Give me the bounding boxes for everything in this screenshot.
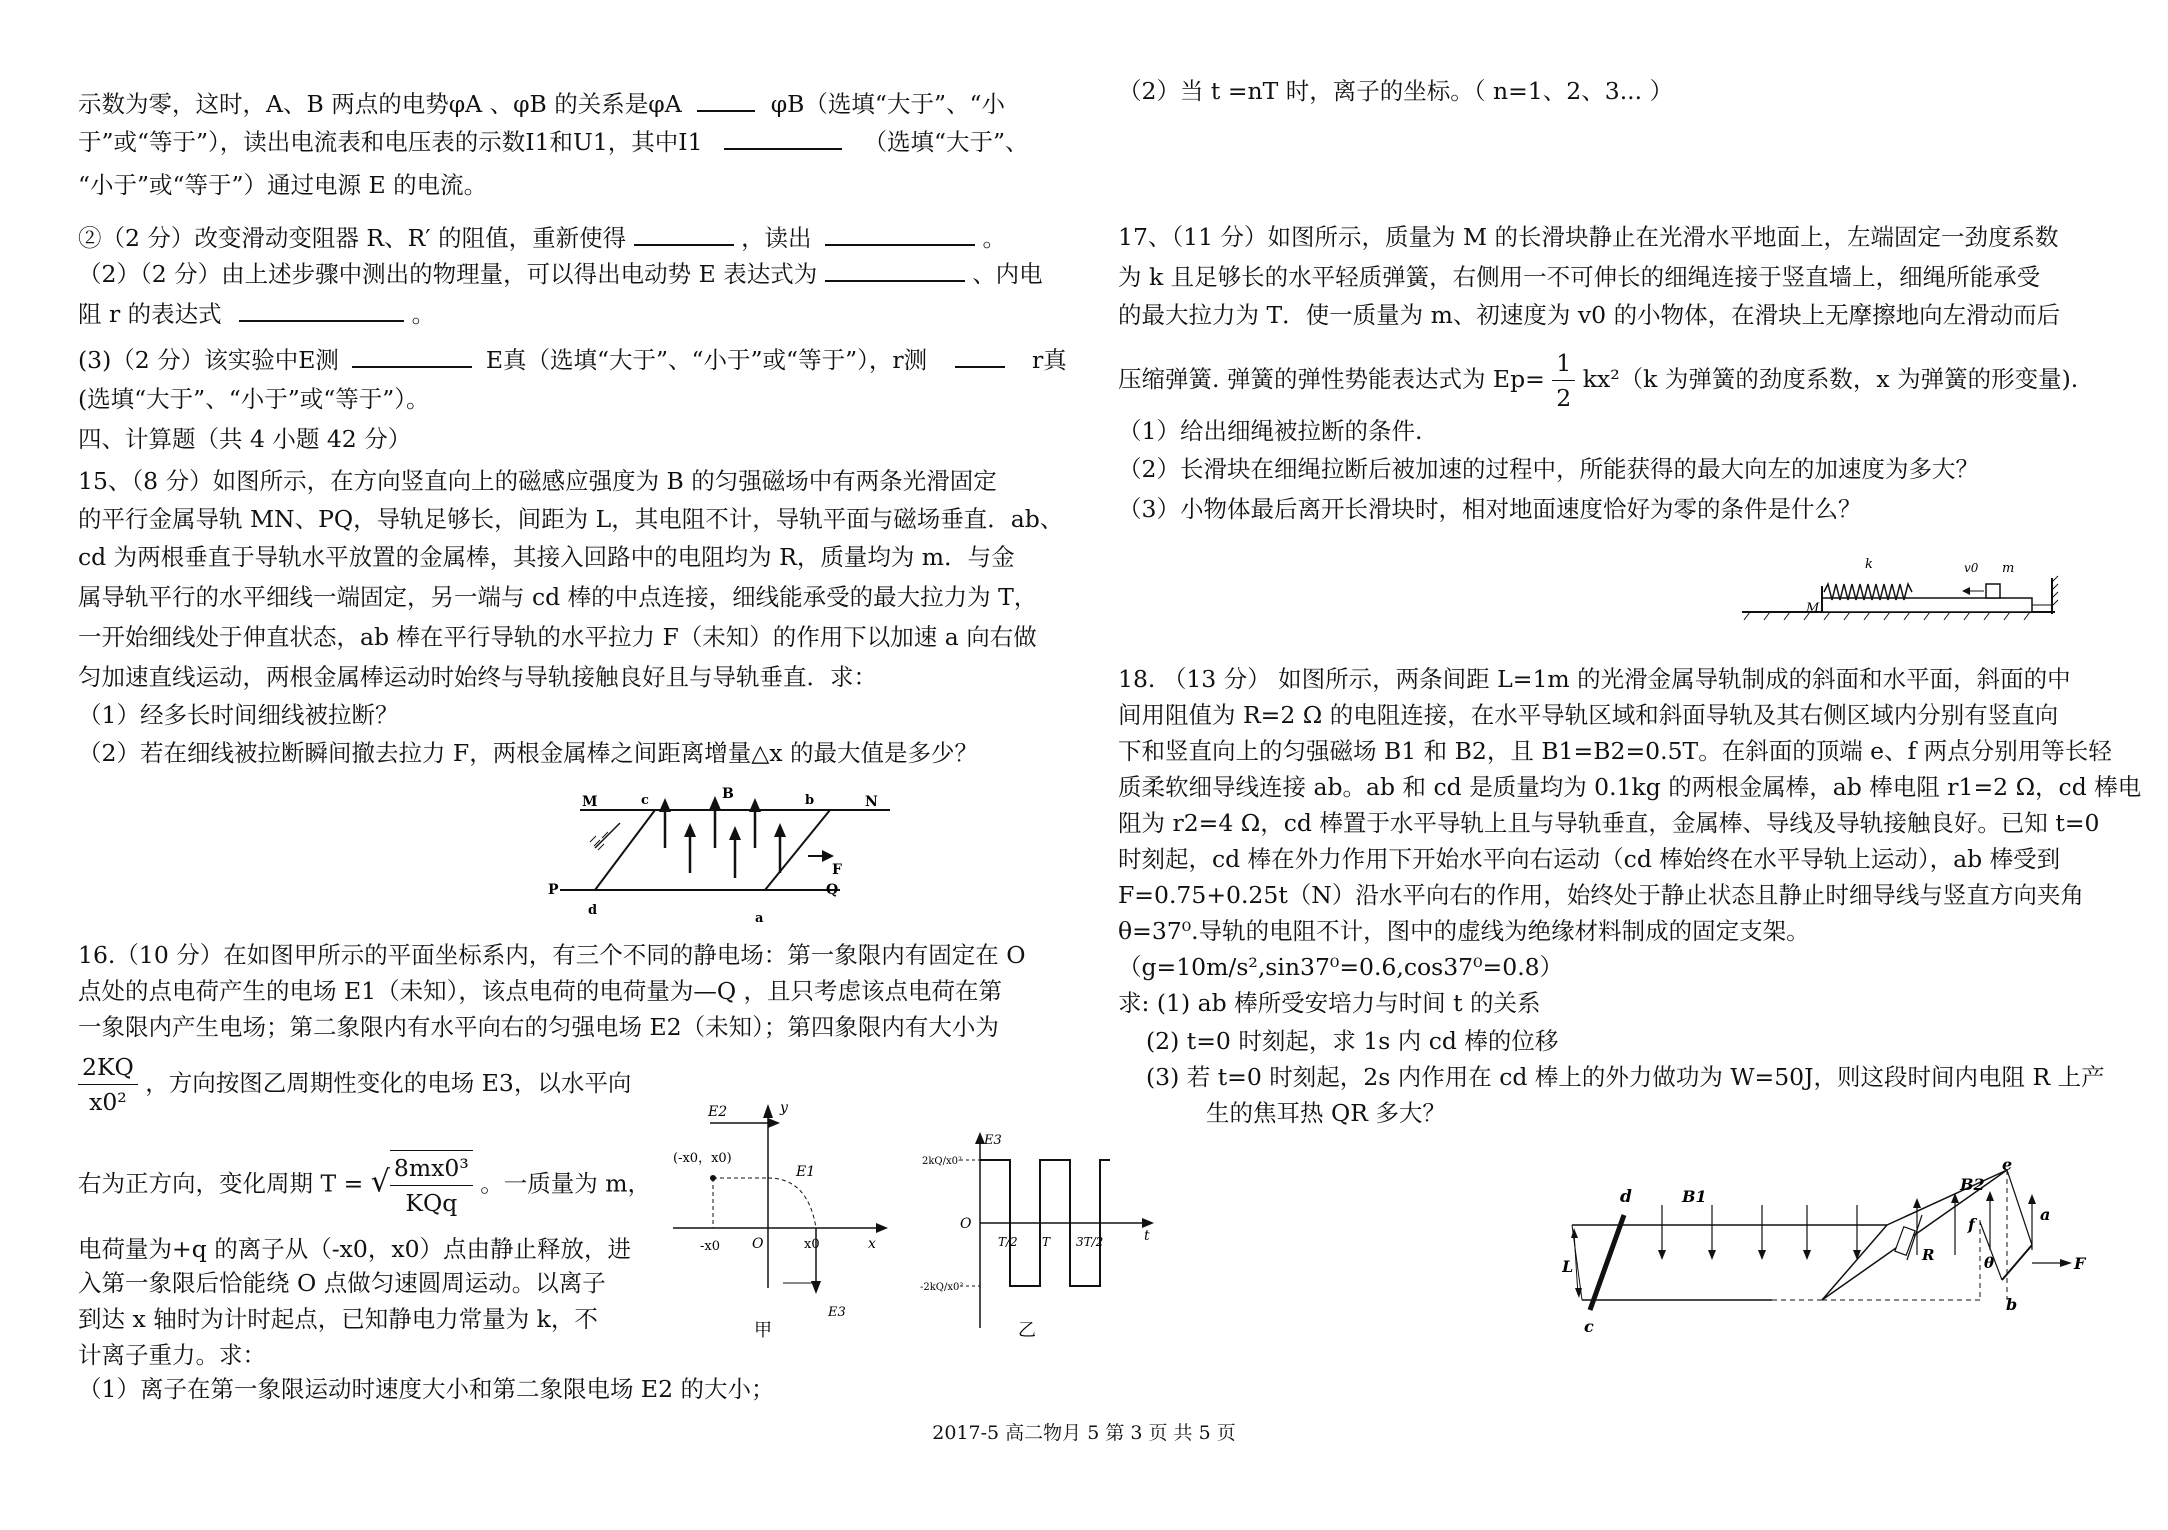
q18-line-5: 阻为 r2=4 Ω，cd 棒置于水平导轨上且与导轨垂直，金属棒、导线及导轨接触良好。已知 t=0 [1118,809,2100,837]
label-T: T [1042,1235,1051,1249]
label-theta: θ [1984,1254,1995,1272]
figure-18 [1562,1160,2092,1360]
q16-line-4: $\frac{2KQ}{\text{x0²}}$ ，方向按图乙周期性变化的电场 E3，以水平向 [78,1050,631,1119]
q17-line-3: 的最大拉力为 T．使一质量为 m、初速度为 v0 的小物体，在滑块上无摩擦地向左滑动而后 [1118,301,2061,329]
q15-line-1: 15、（8 分）如图所示，在方向竖直向上的磁感应强度为 B 的匀强磁场中有两条光滑固定 [78,467,997,495]
fraction-half: $\frac{1}{2}$ [1552,346,1575,415]
q16-line-6: 电荷量为+q 的离子从（-x0，x0）点由静止释放，进 [78,1235,632,1263]
q17-line-5: （1）给出细绳被拉断的条件. [1118,417,1423,445]
blank-8[interactable] [955,344,1005,368]
q17-line-1: 17、（11 分）如图所示，质量为 M 的长滑块静止在光滑水平地面上，左端固定一劲度系数 [1118,223,2059,251]
q18-line-2: 间用阻值为 R=2 Ω 的电阻连接，在水平导轨区域和斜面导轨及其右侧区域内分别有竖直向 [1118,701,2059,729]
label-y: y [780,1100,788,1116]
q17-line-6: （2）长滑块在细绳拉断后被加速的过程中，所能获得的最大向左的加速度为多大？ [1118,455,1979,483]
label-t: t [1144,1228,1150,1244]
q18-line-1: 18. （13 分） 如图所示，两条间距 L=1m 的光滑金属导轨制成的斜面和水平面，斜面的中 [1118,665,2071,693]
label-m: m [2002,561,2015,576]
line-8: (选填“大于”、“小于”或“等于”）。 [78,385,430,413]
label-L: L [1562,1257,1574,1276]
q15-line-6: 匀加速直线运动，两根金属棒运动时始终与导轨接触良好且与导轨垂直．求： [78,663,877,691]
label-F-fig18: F [2074,1254,2086,1273]
q16-line-3: 一象限内产生电场；第二象限内有水平向右的匀强电场 E2（未知）；第四象限内有大小为 [78,1013,999,1041]
label-E3: E3 [828,1305,846,1320]
label-x0: x0 [804,1237,820,1252]
label-B2: B2 [1960,1175,1985,1194]
blank-1[interactable] [697,88,755,112]
caption-yi: 乙 [1018,1320,1036,1341]
q16-line-5: 右为正方向，变化周期 T = √ $\frac{\text{8mx0³}}{\text{KQq}}$ 。一质量为 m， [78,1150,651,1220]
section-heading: 四、计算题（共 4 小题 42 分） [78,425,412,453]
label-E3-axis: E3 [984,1133,1002,1148]
line-6: 阻 r 的表达式 。 [78,300,436,328]
blank-5[interactable] [825,258,965,282]
label-b-fig18: b [2006,1295,2018,1314]
label-c: c [641,793,649,808]
q16-line-2: 点处的点电荷产生的电场 E1（未知），该点电荷的电荷量为—Q ，且只考虑该点电荷在第 [78,977,1003,1005]
blank-7[interactable] [352,344,472,368]
label-bottom-value: -2kQ/x0² [920,1282,964,1293]
figure-15 [540,778,900,948]
figure-17 [1740,548,2070,628]
label-d-fig18: d [1620,1187,1632,1207]
figure-16-yi [920,1128,1180,1353]
label-R: R [1922,1246,1935,1264]
label-N: N [865,794,878,810]
label-half-T: T/2 [998,1235,1018,1249]
line-1: 示数为零，这时，A、B 两点的电势φA 、φB 的关系是φA φB（选填“大于”、“小 [78,90,1005,118]
label-O-yi: O [960,1216,972,1232]
label-P: P [548,882,559,898]
label-B1: B1 [1682,1187,1707,1206]
label-3half-T: 3T/2 [1076,1235,1104,1249]
blank-6[interactable] [239,298,404,322]
q18-line-3: 下和竖直向上的匀强磁场 B1 和 B2，且 B1=B2=0.5T。在斜面的顶端 e、f 两点分别用等长轻 [1118,737,2112,765]
q15-line-4: 属导轨平行的水平细线一端固定，另一端与 cd 棒的中点连接，细线能承受的最大拉力为 T， [78,583,1038,611]
q18-line-6: 时刻起，cd 棒在外力作用下开始水平向右运动（cd 棒始终在水平导轨上运动），ab 棒受到 [1118,845,2061,873]
caption-jia: 甲 [754,1320,772,1341]
q18-line-10: 求: (1) ab 棒所受安培力与时间 t 的关系 [1118,989,1541,1017]
label-E1: E1 [796,1164,816,1180]
figure-16-jia [668,1098,908,1348]
label-E2: E2 [708,1104,728,1120]
q15-line-5: 一开始细线处于伸直状态，ab 棒在平行导轨的水平拉力 F（未知）的作用下以加速 a 向右做 [78,623,1037,651]
q15-line-2: 的平行金属导轨 MN、PQ，导轨足够长，间距为 L，其电阻不计，导轨平面与磁场垂直．ab、 [78,505,1064,533]
label-f: f [1968,1215,1975,1234]
line-5: （2）（2 分）由上述步骤中测出的物理量，可以得出电动势 E 表达式为 、内电 [78,260,1043,288]
label-k: k [1865,557,1873,572]
fraction-period: $\frac{\text{8mx0³}}{\text{KQq}}$ [390,1150,473,1220]
page-footer: 2017-5 高二物月 5 第 3 页 共 5 页 [932,1422,1236,1444]
q17-line-2: 为 k 且足够长的水平轻质弹簧，右侧用一不可伸长的细绳连接于竖直墙上，细绳所能承受 [1118,263,2041,291]
q16-line-10: （1）离子在第一象限运动时速度大小和第二象限电场 E2 的大小； [78,1375,775,1403]
q15-line-3: cd 为两根垂直于导轨水平放置的金属棒，其接入回路中的电阻均为 R，质量均为 m．与金 [78,543,1015,571]
label-d: d [588,903,598,918]
label-neg-x0: -x0 [700,1239,720,1254]
label-F: F [832,862,842,878]
label-c-fig18: c [1584,1317,1594,1336]
line-4: ②（2 分）改变滑动变阻器 R、R′ 的阻值，重新使得 ，读出 。 [78,224,1007,252]
line-3: “小于”或“等于”）通过电源 E 的电流。 [78,171,488,199]
label-b: b [805,793,815,808]
q18-line-13: 生的焦耳热 QR 多大？ [1206,1099,1446,1127]
label-M: M [582,794,598,810]
blank-4[interactable] [825,222,975,246]
blank-2[interactable] [724,126,842,150]
label-O: O [752,1236,764,1252]
q15-line-8: （2）若在细线被拉断瞬间撤去拉力 F，两根金属棒之间距离增量△x 的最大值是多少？ [78,739,979,767]
q18-line-9: （g=10m/s²,sin37⁰=0.6,cos37⁰=0.8） [1118,953,1564,981]
q16-line-9: 计离子重力。求： [78,1341,266,1369]
label-a-fig18: a [2040,1205,2051,1224]
q16-line-8: 到达 x 轴时为计时起点，已知静电力常量为 k，不 [78,1305,598,1333]
q16-line-1: 16.（10 分）在如图甲所示的平面坐标系内，有三个不同的静电场：第一象限内有固定在 O [78,941,1026,969]
q18-line-12: (3) 若 t=0 时刻起，2s 内作用在 cd 棒上的外力做功为 W=50J，则这段时间内电阻 R 上产 [1146,1063,2105,1091]
label-x: x [868,1236,876,1252]
line-2: 于”或“等于”），读出电流表和电压表的示数I1和U1，其中I1 （选填“大于”、 [78,128,1029,156]
label-e: e [2002,1160,2013,1174]
label-B: B [722,786,734,802]
q18-line-11: (2) t=0 时刻起，求 1s 内 cd 棒的位移 [1146,1027,1559,1055]
q16-part-2: （2）当 t =nT 时，离子的坐标。（ n=1、2、3... ） [1118,77,1674,105]
label-point: (-x0，x0) [673,1151,732,1166]
label-M-block: M [1806,601,1820,616]
q15-line-7: （1）经多长时间细线被拉断？ [78,701,399,729]
line-7: (3)（2 分）该实验中E测 E真（选填“大于”、“小于”或“等于”），r测 r真 [78,346,1067,374]
q17-line-7: （3）小物体最后离开长滑块时，相对地面速度恰好为零的条件是什么？ [1118,495,1862,523]
sqrt-icon: √ [370,1164,390,1200]
q17-line-4: 压缩弹簧. 弹簧的弹性势能表达式为 Ep= $\frac{1}{2}$ kx²（k 为弹簧的劲度系数，x 为弹簧的形变量). [1118,346,2078,415]
blank-3[interactable] [634,222,734,246]
label-v0: v0 [1964,561,1979,575]
label-a: a [755,911,764,926]
q18-line-4: 质柔软细导线连接 ab。ab 和 cd 是质量均为 0.1kg 的两根金属棒，ab 棒电阻 r1=2 Ω，cd 棒电 [1118,773,2142,801]
q18-line-7: F=0.75+0.25t（N）沿水平向右的作用，始终处于静止状态且静止时细导线与竖直方向夹角 [1118,881,2084,909]
q16-line-7: 入第一象限后恰能绕 O 点做匀速圆周运动。以离子 [78,1269,606,1297]
q18-line-8: θ=37⁰.导轨的电阻不计，图中的虚线为绝缘材料制成的固定支架。 [1118,917,1810,945]
label-top-value: 2kQ/x0² [922,1156,962,1167]
fraction-2kq: $\frac{2KQ}{\text{x0²}}$ [78,1050,138,1119]
label-Q: Q [826,882,839,898]
